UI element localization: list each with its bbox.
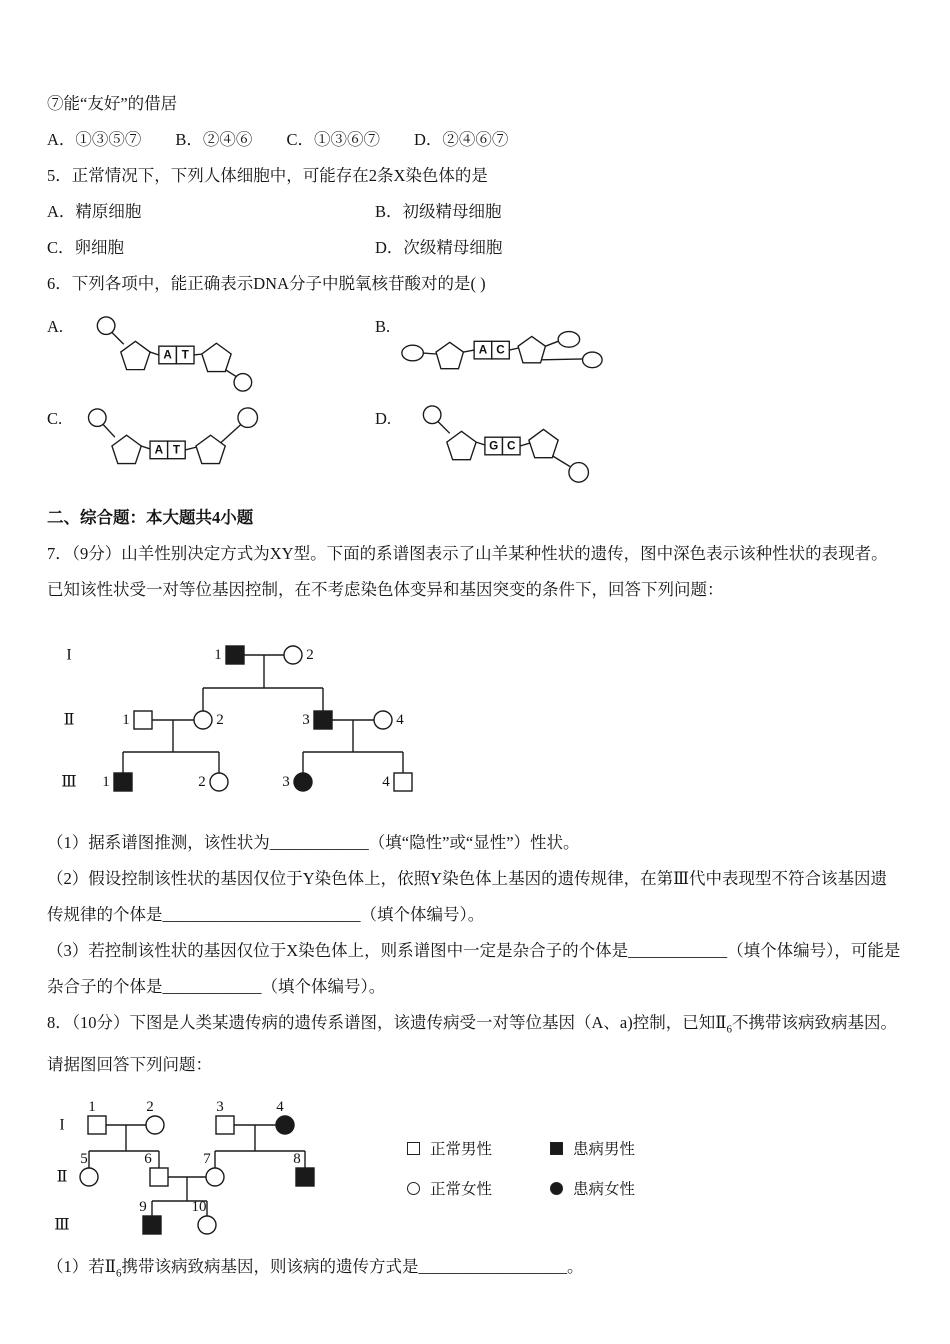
question8-stem: [47, 1005, 903, 1083]
pedigree-individual-number: 1: [214, 647, 222, 663]
phosphate-icon: [558, 332, 579, 348]
legend-item-affected-female: [550, 1177, 635, 1199]
bond-line: [150, 352, 159, 355]
pedigree-individual-number: 9: [139, 1199, 147, 1216]
normal-female-symbol-icon: [407, 1182, 420, 1195]
pedigree-q7: [47, 630, 517, 802]
dna-pair-diagram-a: [69, 310, 279, 398]
base-letter: G: [489, 439, 499, 453]
base-letter: C: [496, 343, 505, 357]
pedigree-individual-number: 3: [282, 774, 290, 790]
option-d: D．②④⑥⑦: [413, 130, 509, 149]
pedigree-individual-number: 7: [203, 1151, 211, 1168]
pedigree-female-normal-symbol: [194, 711, 212, 729]
phosphate-icon: [423, 406, 441, 424]
option-c: C．卵细胞: [47, 238, 125, 257]
pedigree-female-normal-symbol: [210, 773, 228, 791]
bond-line: [185, 447, 197, 450]
option-b: B．初级精母细胞: [375, 202, 502, 221]
pedigree-legend: [407, 1137, 635, 1199]
phosphate-icon: [238, 408, 258, 428]
bond-line: [221, 425, 242, 444]
base-letter: A: [154, 443, 164, 457]
dna-option-c: [47, 402, 375, 492]
pedigree-male-normal-symbol: [150, 1168, 168, 1186]
question5-options-row2: [47, 230, 903, 266]
dna-option-a: [47, 310, 375, 400]
base-letter: T: [172, 443, 181, 457]
affected-male-symbol-icon: [550, 1142, 563, 1155]
pedigree-female-normal-symbol: [80, 1168, 98, 1186]
base-letter: C: [507, 439, 516, 453]
legend-item-normal-female: [407, 1177, 492, 1199]
item7-text: ⑦能“友好”的借居: [47, 94, 178, 113]
pedigree-male-normal-symbol: [394, 773, 412, 791]
legend-label: 患病女性: [573, 1181, 636, 1199]
pedigree-male-affected-symbol: [296, 1168, 314, 1186]
pedigree-individual-number: 10: [191, 1199, 207, 1216]
pedigree-individual-number: 4: [382, 774, 390, 790]
phosphate-icon: [89, 409, 107, 427]
bond-line: [423, 353, 436, 354]
pedigree-q8: [47, 1093, 367, 1243]
pedigree-generation-label: Ⅱ: [63, 711, 75, 729]
pedigree-individual-number: 1: [88, 1099, 96, 1116]
dna-option-b: [375, 310, 903, 400]
deoxyribose-icon: [112, 435, 141, 463]
legend-label: 正常女性: [430, 1181, 493, 1199]
pedigree-individual-number: 4: [396, 712, 404, 728]
pedigree-individual-number: 4: [276, 1099, 284, 1116]
q8-roman2-subscript: 6: [115, 1267, 122, 1280]
pedigree-individual-number: 3: [216, 1099, 224, 1116]
dna-option-d: [375, 402, 903, 492]
question7-sub3: （3）若控制该性状的基因仅位于X染色体上，则系谱图中一定是杂合子的个体是____________（填个体编号），可能是杂合子的个体是____________（填个体编号）。: [47, 941, 901, 996]
pedigree-generation-label: Ⅱ: [56, 1168, 68, 1186]
question8-sub1: [47, 1249, 903, 1291]
question8-pedigree-row: [47, 1093, 903, 1243]
dna-pair-diagram-d: [397, 402, 607, 490]
base-letter: A: [478, 343, 488, 357]
option-a-label: A.: [47, 317, 64, 336]
q8-stem-part2: 不携带该病致病基因。请据图回答下列问题：: [47, 1013, 897, 1075]
option-c: C．①③⑥⑦: [286, 130, 380, 149]
pedigree-male-affected-symbol: [114, 773, 132, 791]
pedigree-individual-number: 1: [122, 712, 130, 728]
q8-sub1-part1: （1）若Ⅱ: [47, 1257, 116, 1277]
deoxyribose-icon: [529, 429, 558, 457]
legend-item-normal-male: [407, 1137, 492, 1159]
phosphate-icon: [583, 352, 603, 368]
phosphate-icon: [402, 345, 423, 361]
pedigree-male-affected-symbol: [226, 646, 244, 664]
question7-sub1: （1）据系谱图推测，该性状为____________（填“隐性”或“显性”）性状。: [47, 833, 580, 852]
deoxyribose-icon: [202, 343, 231, 371]
pedigree-generation-label: I: [59, 1116, 65, 1134]
question7-stem-line1: 7．（9分）山羊性别决定方式为XY型。下面的系谱图表示了山羊某种性状的遗传，图中深色表示该种性状的表现者。: [47, 544, 888, 563]
option-d-label: D.: [375, 409, 392, 428]
option-a: A．精原细胞: [47, 202, 142, 221]
pedigree-male-affected-symbol: [143, 1216, 161, 1234]
bond-line: [509, 348, 518, 350]
pedigree-individual-number: 2: [198, 774, 206, 790]
pedigree-male-normal-symbol: [134, 711, 152, 729]
deoxyribose-icon: [196, 435, 225, 463]
pedigree-individual-number: 2: [146, 1099, 154, 1116]
pedigree-male-affected-symbol: [314, 711, 332, 729]
bond-line: [542, 359, 584, 360]
pedigree-individual-number: 2: [216, 712, 224, 728]
phosphate-icon: [234, 374, 252, 392]
deoxyribose-icon: [518, 336, 545, 362]
pedigree-individual-number: 3: [302, 712, 310, 728]
bond-line: [476, 442, 485, 445]
legend-label: 患病男性: [573, 1141, 636, 1159]
q8-sub1-part2: 携带该病致病基因，则该病的遗传方式是__________________。: [121, 1257, 584, 1277]
question5-stem: 5．正常情况下，下列人体细胞中，可能存在2条X染色体的是: [47, 166, 488, 185]
dna-pair-diagram-b: [396, 310, 606, 398]
base-letter: A: [163, 348, 172, 362]
pedigree-individual-number: 1: [102, 774, 110, 790]
question6-stem: 6．下列各项中，能正确表示DNA分子中脱氧核苷酸对的是( ): [47, 274, 486, 293]
question5-options-row1: [47, 194, 903, 230]
pedigree-generation-label: Ⅲ: [54, 1216, 70, 1234]
pedigree-generation-label: Ⅲ: [61, 773, 77, 791]
pedigree-individual-number: 8: [293, 1151, 301, 1168]
pedigree-female-affected-symbol: [294, 773, 312, 791]
q8-roman2-subscript: 6: [726, 1023, 732, 1036]
pedigree-generation-label: I: [66, 646, 72, 664]
pedigree-male-normal-symbol: [88, 1116, 106, 1134]
option-b: B．②④⑥: [175, 130, 253, 149]
phosphate-icon: [569, 463, 589, 483]
pedigree-female-normal-symbol: [198, 1216, 216, 1234]
normal-male-symbol-icon: [407, 1142, 420, 1155]
base-letter: T: [181, 348, 189, 362]
bond-line: [520, 443, 530, 446]
question7-stem-line2: 已知该性状受一对等位基因控制，在不考虑染色体变异和基因突变的条件下，回答下列问题：: [47, 580, 724, 599]
dna-pair-diagram-c: [68, 402, 278, 490]
question4-options-row: [47, 122, 903, 158]
affected-female-symbol-icon: [550, 1182, 563, 1195]
deoxyribose-icon: [447, 431, 476, 459]
bond-line: [546, 341, 559, 346]
deoxyribose-icon: [121, 341, 150, 369]
pedigree-female-affected-symbol: [276, 1116, 294, 1134]
bond-line: [552, 456, 570, 467]
bond-line: [103, 425, 115, 438]
pedigree-individual-number: 6: [144, 1151, 152, 1168]
section2-heading: 二、综合题：本大题共4小题: [47, 508, 254, 527]
option-b-label: B.: [375, 317, 391, 336]
bond-line: [141, 446, 150, 449]
bond-line: [225, 370, 236, 377]
phosphate-icon: [97, 317, 115, 335]
question7-pedigree-wrap: [47, 630, 903, 807]
pedigree-male-normal-symbol: [216, 1116, 234, 1134]
pedigree-female-normal-symbol: [146, 1116, 164, 1134]
legend-label: 正常男性: [430, 1141, 493, 1159]
deoxyribose-icon: [436, 342, 463, 368]
pedigree-female-normal-symbol: [374, 711, 392, 729]
question6-diagram-grid: [47, 310, 903, 492]
bond-line: [438, 422, 450, 434]
pedigree-female-normal-symbol: [206, 1168, 224, 1186]
option-c-label: C.: [47, 409, 63, 428]
question7-sub2: （2）假设控制该性状的基因仅位于Y染色体上，依照Y染色体上基因的遗传规律，在第Ⅲ代中表现型不符合该基因遗传规律的个体是________________________（填个体编号）。: [47, 869, 887, 924]
pedigree-individual-number: 5: [80, 1151, 88, 1168]
legend-item-affected-male: [550, 1137, 635, 1159]
option-d: D．次级精母细胞: [375, 238, 503, 257]
bond-line: [464, 350, 475, 352]
bond-line: [112, 333, 124, 345]
pedigree-female-normal-symbol: [284, 646, 302, 664]
pedigree-individual-number: 2: [306, 647, 314, 663]
option-a: A．①③⑤⑦: [47, 130, 142, 149]
q8-stem-part1: 8．（10分）下图是人类某遗传病的遗传系谱图，该遗传病受一对等位基因（A、a)控制，已知Ⅱ: [47, 1013, 727, 1032]
